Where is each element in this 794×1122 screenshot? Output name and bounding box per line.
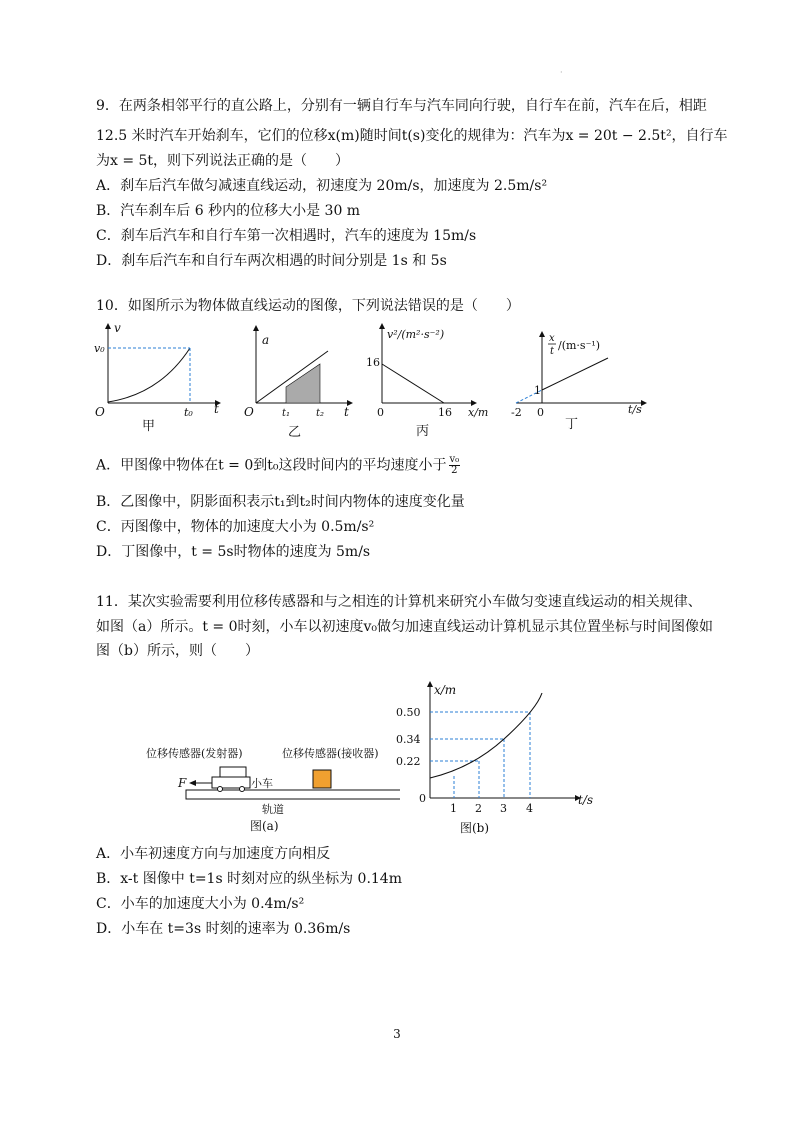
figure-b <box>392 678 612 840</box>
q11-option-b: B．x-t 图像中 t=1s 时刻对应的纵坐标为 0.14m <box>96 871 402 887</box>
q9-option-b: B．汽车刹车后 6 秒内的位移大小是 30 m <box>96 203 361 219</box>
fig-b-ytick-050: 0.50 <box>396 706 421 719</box>
yi-t2-label: t₂ <box>316 408 325 419</box>
figure-a <box>140 735 400 845</box>
receiver-label: 位移传感器(接收器) <box>282 747 379 760</box>
track-label: 轨道 <box>262 803 284 816</box>
yi-y-label: a <box>262 333 270 347</box>
q11-stem-line2: 如图（a）所示。t = 0时刻，小车以初速度v₀做匀加速直线运动计算机显示其位置坐标与时间图像如 <box>96 619 714 635</box>
q10-option-a <box>96 455 460 476</box>
jia-caption: 甲 <box>142 419 156 434</box>
jia-t0-label: t₀ <box>184 406 193 419</box>
jia-origin: O <box>95 405 105 419</box>
yi-origin: O <box>244 405 254 419</box>
fig-b-xtick-2: 2 <box>475 802 482 815</box>
ding-y-frac-num: x <box>549 333 555 344</box>
page-number: 3 <box>393 1027 401 1041</box>
ding-x-tick: -2 <box>511 406 522 419</box>
fig-b-caption: 图(b) <box>460 821 490 835</box>
ding-y-tick: 1 <box>534 384 541 397</box>
q9-option-d: D．刹车后汽车和自行车两次相遇的时间分别是 1s 和 5s <box>96 253 447 269</box>
fig-b-xtick-4: 4 <box>526 802 533 815</box>
ding-y-frac-den: t <box>550 346 555 357</box>
graph-ding <box>511 332 646 432</box>
force-label: F <box>178 776 187 790</box>
yi-caption: 乙 <box>288 425 302 440</box>
q11-stem-line1: 11．某次实验需要利用位移传感器和与之相连的计算机来研究小车做匀变速直线运动的相关规律、 <box>96 594 702 610</box>
receiver-box <box>313 770 331 788</box>
q11-option-a: A．小车初速度方向与加速度方向相反 <box>96 846 331 862</box>
q9-stem-line2: 12.5 米时汽车开始刹车，它们的位移x(m)随时间t(s)变化的规律为：汽车为x = 20t − 2.5t²，自行车 <box>96 128 728 144</box>
v0-over-2-fraction <box>449 455 461 476</box>
ding-caption: 丁 <box>565 417 579 432</box>
bing-y-label: v²/(m²·s⁻²) <box>387 328 445 341</box>
graph-yi <box>244 326 352 440</box>
bing-x-tick: 16 <box>438 406 452 419</box>
page-mark: · <box>560 68 563 77</box>
q9-option-c: C．刹车后汽车和自行车第一次相遇时，汽车的速度为 15m/s <box>96 228 477 244</box>
yi-x-label: t <box>344 405 349 419</box>
graph-jia <box>94 321 220 434</box>
q10-graphs <box>90 318 650 448</box>
q9-option-a: A．刹车后汽车做匀减速直线运动，初速度为 20m/s，加速度为 2.5m/s² <box>96 178 548 194</box>
ding-origin: 0 <box>537 406 544 419</box>
q11-option-c: C．小车的加速度大小为 0.4m/s² <box>96 896 305 912</box>
frac-num: v₀ <box>449 454 460 465</box>
q10-option-a-text: A．甲图像中物体在t = 0到t₀这段时间内的平均速度小于 <box>96 457 447 474</box>
fig-b-y-label: x/m <box>434 683 457 697</box>
jia-x-label: t <box>214 402 219 416</box>
q10-option-c: C．丙图像中，物体的加速度大小为 0.5m/s² <box>96 519 375 535</box>
q9-stem-line1: 9．在两条相邻平行的直公路上，分别有一辆自行车与汽车同向行驶，自行车在前，汽车在后，相距 <box>96 98 707 114</box>
cart-body <box>212 777 250 788</box>
q10-option-b: B．乙图像中，阴影面积表示t₁到t₂时间内物体的速度变化量 <box>96 494 465 510</box>
fig-a-caption: 图(a) <box>250 819 279 833</box>
bing-caption: 丙 <box>416 424 430 439</box>
graph-bing <box>366 324 488 439</box>
ding-y-label: /(m·s⁻¹) <box>558 339 601 352</box>
q10-stem: 10．如图所示为物体做直线运动的图像，下列说法错误的是（ ） <box>96 298 520 314</box>
frac-den: 2 <box>451 465 458 476</box>
fig-b-xtick-1: 1 <box>450 802 457 815</box>
cart-label: 小车 <box>251 777 273 790</box>
emitter-label: 位移传感器(发射器) <box>146 747 243 760</box>
bing-origin: 0 <box>377 406 384 419</box>
track-rect <box>186 790 400 799</box>
ding-x-label: t/s <box>628 403 642 416</box>
q11-option-d: D．小车在 t=3s 时刻的速率为 0.36m/s <box>96 921 351 937</box>
fig-b-origin: 0 <box>419 792 426 805</box>
bing-y-tick: 16 <box>366 356 380 369</box>
q11-stem-line3: 图（b）所示，则（ ） <box>96 643 259 659</box>
fig-b-ytick-034: 0.34 <box>396 733 421 746</box>
jia-v0-label: v₀ <box>94 342 105 355</box>
fig-b-xtick-3: 3 <box>500 802 507 815</box>
q10-option-d: D．丁图像中，t = 5s时物体的速度为 5m/s <box>96 544 371 560</box>
bing-x-label: x/m <box>468 406 489 419</box>
fig-b-ytick-022: 0.22 <box>396 755 421 768</box>
jia-y-label: v <box>114 321 121 335</box>
q9-stem-line3: 为x = 5t，则下列说法正确的是（ ） <box>96 153 350 169</box>
x-t-curve <box>430 693 542 778</box>
yi-t1-label: t₁ <box>282 408 291 419</box>
fig-b-x-label: t/s <box>578 793 594 807</box>
